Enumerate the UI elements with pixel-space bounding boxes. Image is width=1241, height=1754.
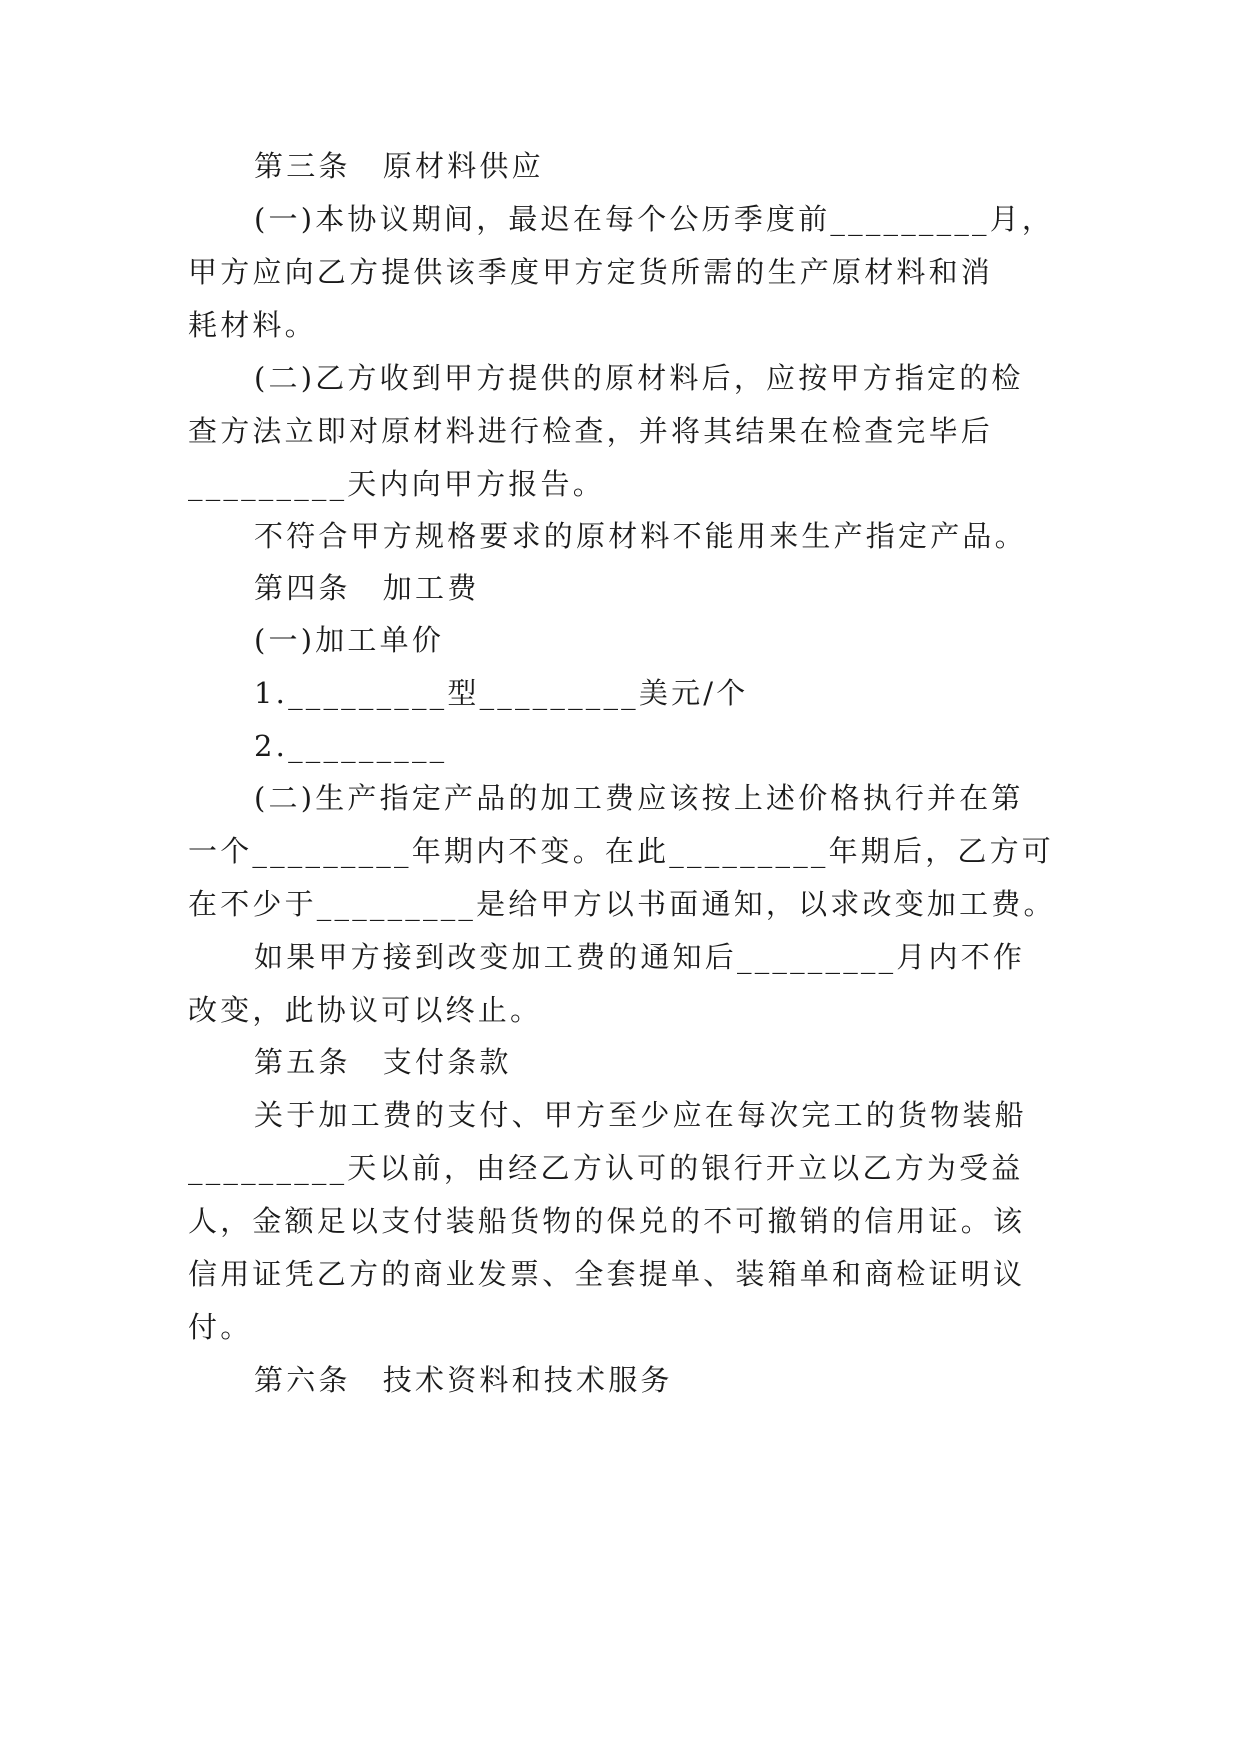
article-3-heading: 第三条 原材料供应 [254,149,544,183]
paragraph-line: _________天以前，由经乙方认可的银行开立以乙方为受益 [188,1151,1024,1185]
article-6-heading: 第六条 技术资料和技术服务 [254,1363,673,1397]
paragraph-line: 甲方应向乙方提供该季度甲方定货所需的生产原材料和消 [188,255,994,289]
paragraph-line: 关于加工费的支付、甲方至少应在每次完工的货物装船 [254,1098,1027,1132]
article-4-heading: 第四条 加工费 [254,571,480,605]
paragraph-line: 一个_________年期内不变。在此_________年期后，乙方可 [188,834,1055,868]
paragraph-line: 如果甲方接到改变加工费的通知后_________月内不作 [254,940,1026,974]
article-5-heading: 第五条 支付条款 [254,1045,512,1079]
paragraph-line: 改变，此协议可以终止。 [188,993,543,1027]
paragraph-line: (二)生产指定产品的加工费应该按上述价格执行并在第 [254,781,1024,815]
paragraph-line: _________天内向甲方报告。 [188,467,605,501]
paragraph-line: 耗材料。 [188,308,317,342]
paragraph-line: 1._________型_________美元/个 [254,676,749,710]
paragraph-line: 在不少于_________是给甲方以书面通知，以求改变加工费。 [188,887,1056,921]
paragraph-line: (一)本协议期间，最迟在每个公历季度前_________月， [254,202,1055,236]
paragraph-line: 付。 [188,1310,253,1344]
paragraph-line: 查方法立即对原材料进行检查，并将其结果在检查完毕后 [188,414,994,448]
paragraph-line: (一)加工单价 [254,623,445,657]
paragraph-line: 2._________ [254,729,448,763]
paragraph-line: 不符合甲方规格要求的原材料不能用来生产指定产品。 [254,519,1027,553]
paragraph-line: (二)乙方收到甲方提供的原材料后，应按甲方指定的检 [254,361,1024,395]
paragraph-line: 信用证凭乙方的商业发票、全套提单、装箱单和商检证明议 [188,1257,1026,1291]
paragraph-line: 人，金额足以支付装船货物的保兑的不可撤销的信用证。该 [188,1204,1026,1238]
